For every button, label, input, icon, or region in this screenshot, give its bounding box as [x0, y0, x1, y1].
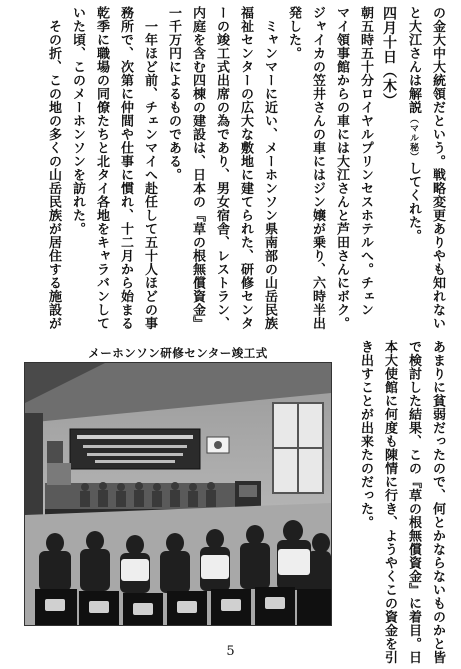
text-line: 一年ほど前、チェンマイへ赴任して五十人ほどの事 [142, 6, 157, 330]
bottom-text-block [339, 340, 449, 664]
text-fragment: と大江さんは解説 [406, 6, 421, 114]
date-heading: 四月十日（木） [381, 6, 397, 108]
text-line: の金大中大統領だという。戦略変更ありやも知れない [430, 6, 445, 330]
photo-caption: メーホンソン研修センター竣工式 [88, 346, 268, 360]
text-line: 乾季に職場の同僚たちと北タイ各地をキャラバンして [94, 6, 109, 330]
text-line: で検討した結果、この『草の根無償資金』に着目。日 [406, 340, 421, 664]
text-line: ジャイカの笠井さんの車にはジン嬢が乗り、六時半出 [310, 6, 325, 330]
text-line: き出すことが出来たのだった。 [358, 340, 373, 529]
text-line: マイ領事館からの車には大江さんと芦田さんにボク。 [334, 6, 349, 330]
text-line [401, 6, 425, 336]
text-line: あまりに貧弱だったので、何とかならないものかと皆 [430, 340, 445, 664]
text-line: その折、この地の多くの山岳民族が居住する施設が [46, 6, 61, 330]
text-line: 朝五時五十分ロイヤルプリンセスホテルへ。チェン [358, 6, 373, 317]
top-text-block [19, 6, 449, 336]
text-line: ーの竣工式出席の為であり、男女宿舎、レストラン、 [214, 6, 229, 330]
text-line: 内庭を含む四棟の建設は、日本の『草の根無償資金』 [190, 6, 205, 330]
text-note-small: （マル秘） [408, 114, 418, 162]
ceremony-photo [24, 362, 332, 626]
text-line: ミャンマーに近い、メーホンソン県南部の山岳民族 [262, 6, 277, 330]
text-line: 発した。 [286, 6, 301, 60]
page-number: 5 [226, 644, 235, 659]
text-line: いた頃、このメーホンソンを訪れた。 [70, 6, 85, 236]
text-line: 福祉センターの広大な敷地に建てられた、研修センタ [238, 6, 253, 330]
text-line: 本大使館に何度も陳情に行き、ようやくこの資金を引 [382, 340, 397, 664]
text-line: 一千万円によるものである。 [166, 6, 181, 182]
text-line: 務所で、次第に仲間や仕事に慣れ、十二月から始まる [118, 6, 133, 330]
text-fragment: してくれた。 [406, 161, 421, 243]
